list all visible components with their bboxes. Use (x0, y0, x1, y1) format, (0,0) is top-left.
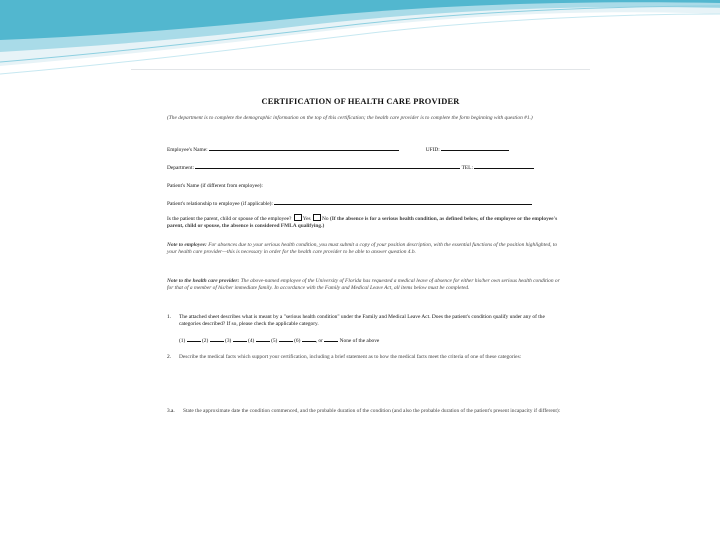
q1-option-4: (4) (248, 338, 255, 344)
note-employee-label: Note to employee: (167, 242, 207, 248)
q1-none-label: None of the above (339, 338, 380, 344)
q1-options-row (179, 336, 567, 345)
employee-name-label: Employee's Name: (167, 147, 208, 153)
employee-name-field[interactable] (209, 145, 399, 151)
q1-option-5: (5) (271, 338, 278, 344)
q2-number: 2. (167, 354, 172, 360)
q1-option-1: (1) (179, 338, 186, 344)
q1-option-6-field[interactable] (302, 336, 316, 342)
q3-text: State the approximate date the condition commenced, and the probable duration of the condition (and also the probable duration of the patient's present incapacity if different): (183, 408, 561, 414)
form-intro: (The department is to complete the demographic information on the top of this certification; the health care provider is to complete the form beginning with question #1.) (167, 115, 533, 121)
slide-bottom-area (0, 432, 720, 540)
q2-text: Describe the medical facts which support your certification, including a brief statement as to how the medical facts meet the criteria of one of these categories: (179, 354, 522, 360)
form-title: CERTIFICATION OF HEALTH CARE PROVIDER (261, 97, 460, 106)
patient-relationship-label: Patient's relationship to employee (if applicable): (167, 201, 273, 207)
note-to-employee (167, 242, 567, 256)
note-to-provider (167, 278, 567, 292)
ufid-field[interactable] (441, 145, 509, 151)
q1-number: 1. (167, 314, 172, 320)
patient-name-field[interactable] (264, 181, 534, 187)
q1-option-2: (2) (202, 338, 209, 344)
q1-none-field[interactable] (324, 336, 338, 342)
department-field[interactable] (195, 163, 460, 169)
yes-checkbox[interactable] (294, 214, 302, 221)
no-label: No (321, 216, 329, 222)
patient-relationship-field[interactable] (274, 199, 532, 205)
q3-number: 3.a. (167, 408, 175, 414)
note-provider-label: Note to the health care provider: (167, 278, 240, 284)
q1-option-6: (6) (294, 338, 301, 344)
parent-question: Is the patient the parent, child or spouse of the employee? (167, 216, 292, 222)
q1-text: The attached sheet describes what is meant by a "serious health condition" under the Family and Medical Leave Act. Does the patient's condition qualify under any of the categories described? If so, please check the applicable category. (179, 314, 545, 327)
q1-option-3: (3) (225, 338, 232, 344)
patient-relationship-row (167, 199, 567, 208)
department-row (167, 163, 567, 172)
q1-option-3-field[interactable] (233, 336, 247, 342)
parent-note: (If the absence is for a serious health condition, as defined below, of the employee or the employee's parent, child or spouse, the absence is considered FMLA qualifying.) (167, 216, 558, 229)
ufid-label: UFID: (425, 147, 440, 153)
note-employee-text: For absences due to your serious health condition, you must submit a copy of your position description, with the essential functions of the position highlighted, to your health care provider—this is necessary in order for the health care provider to be able to answer question 4.b. (167, 242, 558, 255)
q1-option-4-field[interactable] (256, 336, 270, 342)
parent-question-block (167, 214, 567, 230)
note-provider-text: The above-named employee of the University of Florida has requested a medical leave of absence for either his/her own serious health condition or for that of a member of his/her immediate family. In accordance with the Family and Medical Leave Act, all items below must be completed. (167, 278, 560, 291)
tel-label: TEL: (461, 165, 473, 171)
employee-name-row (167, 145, 567, 154)
q1-option-5-field[interactable] (279, 336, 293, 342)
patient-name-row (167, 181, 567, 190)
q1-option-1-field[interactable] (187, 336, 201, 342)
yes-label: Yes (302, 216, 311, 222)
department-label: Department: (167, 165, 194, 171)
patient-name-label: Patient's Name (if different from employee): (167, 183, 263, 189)
q1-or: , or (315, 338, 323, 344)
no-checkbox[interactable] (313, 214, 321, 221)
health-care-certification-form (131, 70, 590, 432)
q1-option-2-field[interactable] (210, 336, 224, 342)
tel-field[interactable] (474, 163, 534, 169)
